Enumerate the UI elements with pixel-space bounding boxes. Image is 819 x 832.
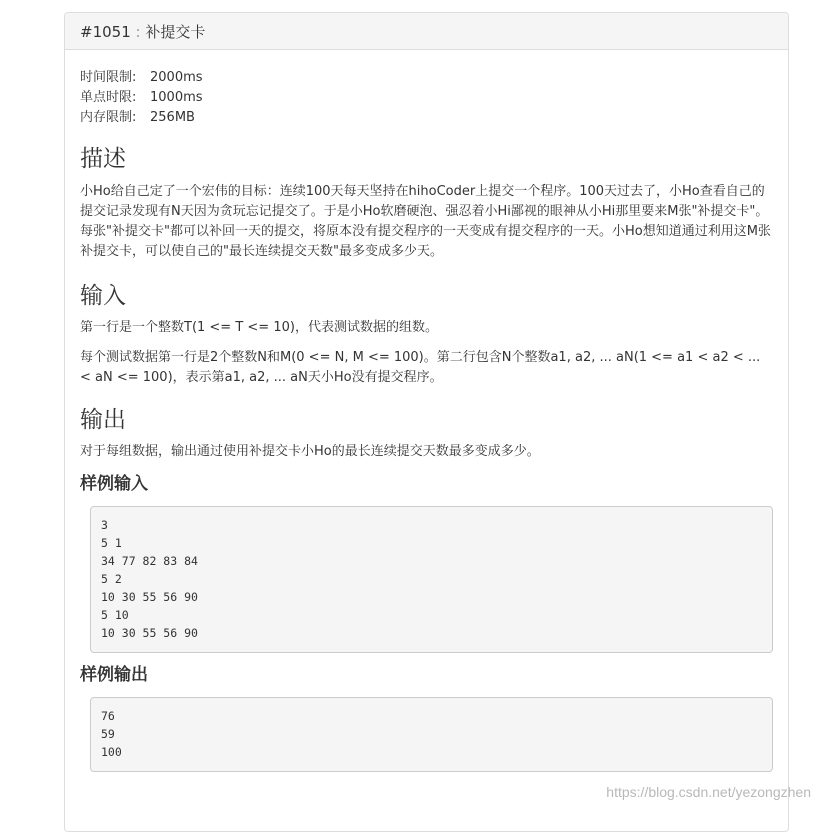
problem-title: 补提交卡 [145,23,205,41]
output-text: 对于每组数据，输出通过使用补提交卡小Ho的最长连续提交天数最多变成多少。 [80,442,773,462]
watermark: https://blog.csdn.net/yezongzhen [606,784,811,800]
sample-input-wrapper [80,506,773,653]
sample-output-code: 76 59 100 [90,697,773,772]
time-limit-row [80,68,773,88]
description-text: 小Ho给自己定了一个宏伟的目标：连续100天每天坚持在hihoCoder上提交一个程序。100天过去了，小Ho查看自己的提交记录发现有N天因为贪玩忘记提交了。于是小Ho软磨硬泡、强忍着小Hi鄙视的眼神从小Hi那里要来M张"补提交卡"。每张"补提交卡"都可以补回一天的提交，将原本没有提交程序的一天变成有提交程序的一天。小Ho想知道通过利用这M张补提交卡，可以使自己的"最长连续提交天数"最多变成多少天。 [80,182,773,262]
problem-panel [64,12,789,832]
sample-output-heading: 样例输出 [80,663,773,687]
sample-input-heading: 样例输入 [80,472,773,496]
sample-output-wrapper [80,697,773,772]
sample-input-code: 3 5 1 34 77 82 83 84 5 2 10 30 55 56 90 5 10 10 30 55 56 90 [90,506,773,653]
time-limit-label: 时间限制: [80,68,150,88]
problem-body [65,50,788,772]
time-limit-value: 2000ms [150,70,203,85]
single-test-limit-value: 1000ms [150,90,203,105]
single-test-limit-row [80,88,773,108]
description-heading: 描述 [80,145,773,173]
output-heading: 输出 [80,406,773,434]
input-text-1: 第一行是一个整数T(1 <= T <= 10)，代表测试数据的组数。 [80,318,773,338]
single-test-limit-label: 单点时限: [80,88,150,108]
header-separator: : [136,23,141,41]
problem-header [65,13,788,50]
problem-id: #1051 [80,23,131,41]
memory-limit-row [80,108,773,128]
limits [80,68,773,128]
memory-limit-value: 256MB [150,110,195,125]
input-heading: 输入 [80,282,773,310]
memory-limit-label: 内存限制: [80,108,150,128]
input-text-2: 每个测试数据第一行是2个整数N和M(0 <= N, M <= 100)。第二行包含N个整数a1, a2, ... aN(1 <= a1 < a2 < ... < aN <= 100)，表示第a1, a2, ... aN天小Ho没有提交程序。 [80,348,773,388]
